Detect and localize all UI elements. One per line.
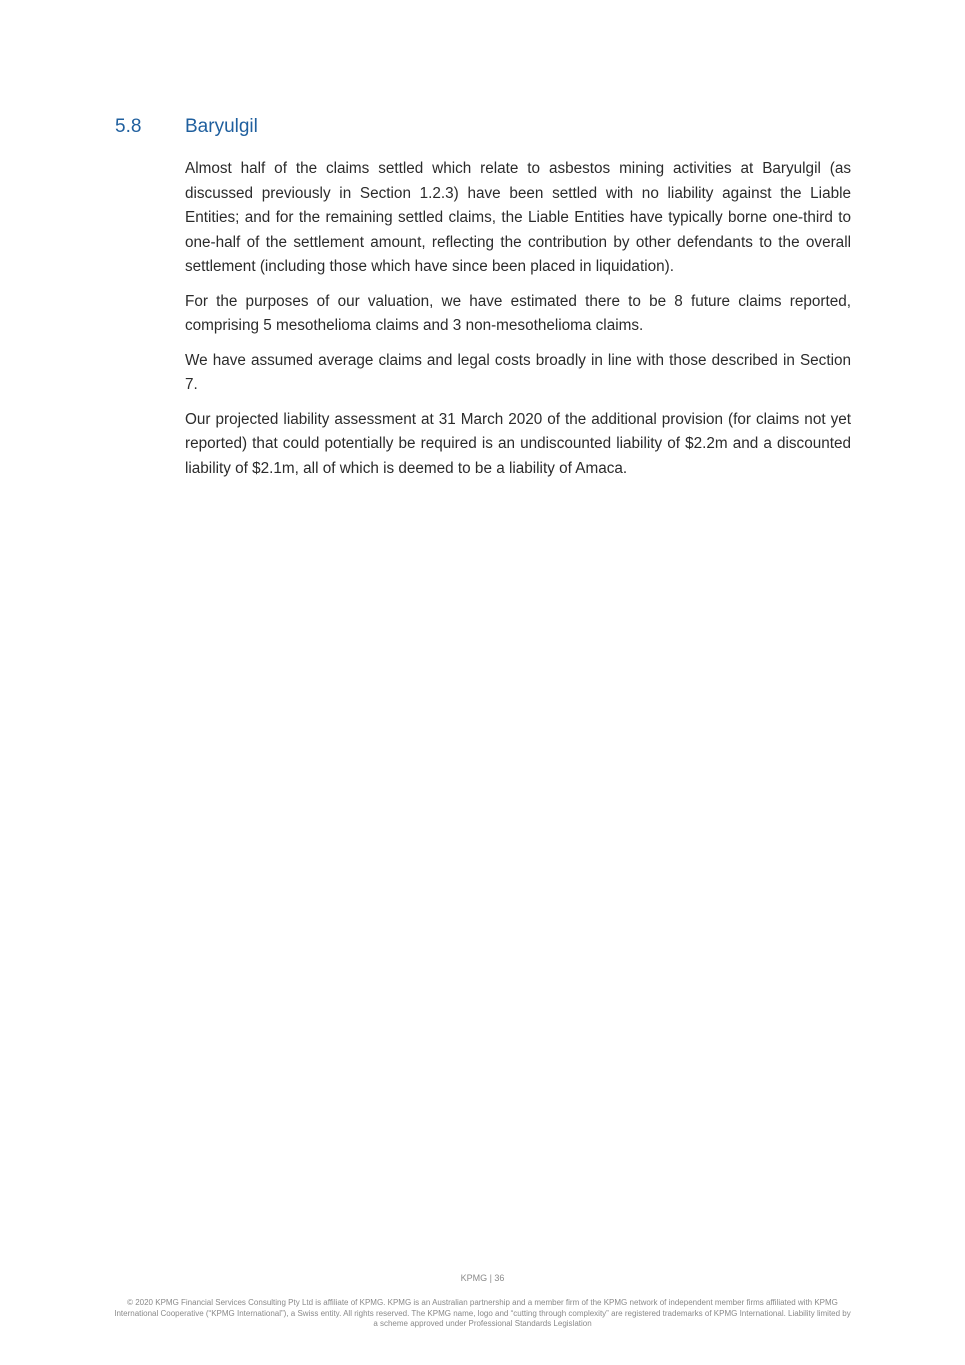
section-title: Baryulgil <box>185 116 258 137</box>
paragraph: Our projected liability assessment at 31 March 2020 of the additional provision (for claims not yet reported) that could potentially be required is an undiscounted liability of $2.2m and a discounted liability of $2.1m, all of which is deemed to be a liability of Amaca. <box>185 410 851 477</box>
paragraph: Almost half of the claims settled which relate to asbestos mining activities at Baryulgil (as discussed previously in Section 1.2.3) have been settled with no liability against the Liable Entities; and for the remaining settled claims, the Liable Entities have typically borne one-third to one-half of the settlement amount, reflecting the contribution by other defendants to the overall settlement (including those which have since been placed in liquidation). <box>185 160 851 275</box>
section-heading <box>115 116 258 138</box>
paragraph: We have assumed average claims and legal costs broadly in line with those described in Section 7. <box>185 351 851 393</box>
page-number: KPMG | 36 <box>460 1273 505 1283</box>
paragraph: For the purposes of our valuation, we have estimated there to be 8 future claims reported, comprising 5 mesothelioma claims and 3 non-mesothelioma claims. <box>185 292 851 334</box>
section-number: 5.8 <box>115 116 142 137</box>
section-body <box>185 157 851 491</box>
copyright-notice <box>0 1298 965 1330</box>
copyright-text: © 2020 KPMG Financial Services Consulting Pty Ltd is affiliate of KPMG. KPMG is an Australian partnership and a member firm of the KPMG network of independent member firms affiliated with KPMG International Cooperative (“KPMG International”), a Swiss entity. All rights reserved. The KPMG name, logo and “cutting through complexity” are registered trademarks of KPMG International. Liability limited by a scheme approved under Professional Standards Legislation <box>114 1298 851 1328</box>
